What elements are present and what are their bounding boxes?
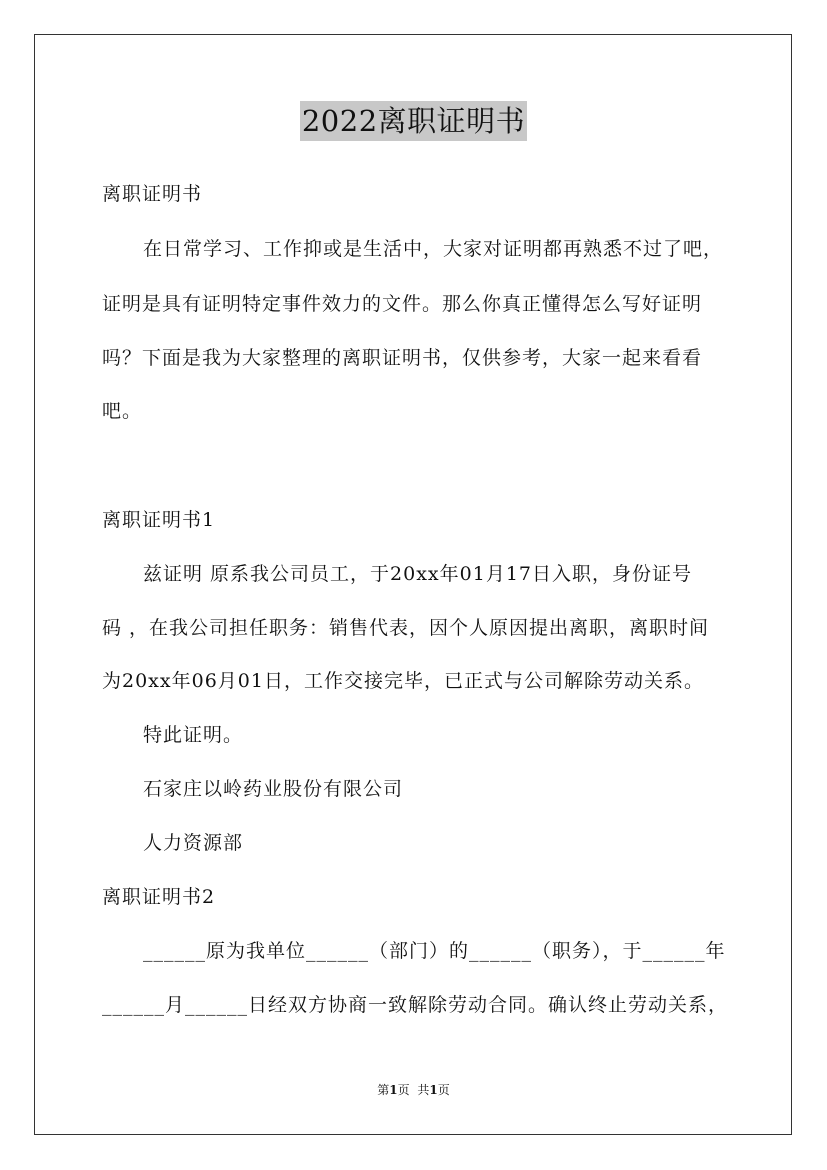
paragraph-line: 证明是具有证明特定事件效力的文件。那么你真正懂得怎么写好证明 <box>102 293 703 315</box>
footer-page-unit: 页 <box>397 1083 410 1097</box>
paragraph-line: ______月______日经双方协商一致解除劳动合同。确认终止劳动关系， <box>102 994 729 1016</box>
footer-prefix: 第 <box>377 1083 390 1097</box>
section-heading-1: 离职证明书1 <box>102 509 216 531</box>
footer-total-unit: 页 <box>437 1083 450 1097</box>
company-name: 石家庄以岭药业股份有限公司 <box>143 778 404 800</box>
footer-page-number: 1 <box>389 1083 398 1097</box>
paragraph-line: 特此证明。 <box>143 724 244 746</box>
section-heading-2: 离职证明书2 <box>102 886 216 908</box>
paragraph-line: 兹证明 原系我公司员工，于20xx年01月17日入职，身份证号 <box>143 563 693 585</box>
footer-total-prefix: 共 <box>417 1083 430 1097</box>
paragraph-line: 为20xx年06月01日，工作交接完毕，已正式与公司解除劳动关系。 <box>102 670 704 692</box>
section-heading-intro: 离职证明书 <box>102 183 203 205</box>
paragraph-line: 吧。 <box>102 400 143 422</box>
page-footer <box>0 1082 827 1098</box>
document-title: 2022离职证明书 <box>300 101 527 141</box>
paragraph-line: ______原为我单位______（部门）的______（职务），于______年 <box>143 940 726 962</box>
paragraph-line: 码 ，在我公司担任职务：销售代表，因个人原因提出离职，离职时间 <box>102 617 710 639</box>
department-name: 人力资源部 <box>143 832 244 854</box>
paragraph-line: 吗？下面是我为大家整理的离职证明书，仅供参考，大家一起来看看 <box>102 347 703 369</box>
paragraph-line: 在日常学习、工作抑或是生活中，大家对证明都再熟悉不过了吧， <box>143 238 724 260</box>
footer-total-pages: 1 <box>429 1083 438 1097</box>
title-container <box>0 101 827 141</box>
